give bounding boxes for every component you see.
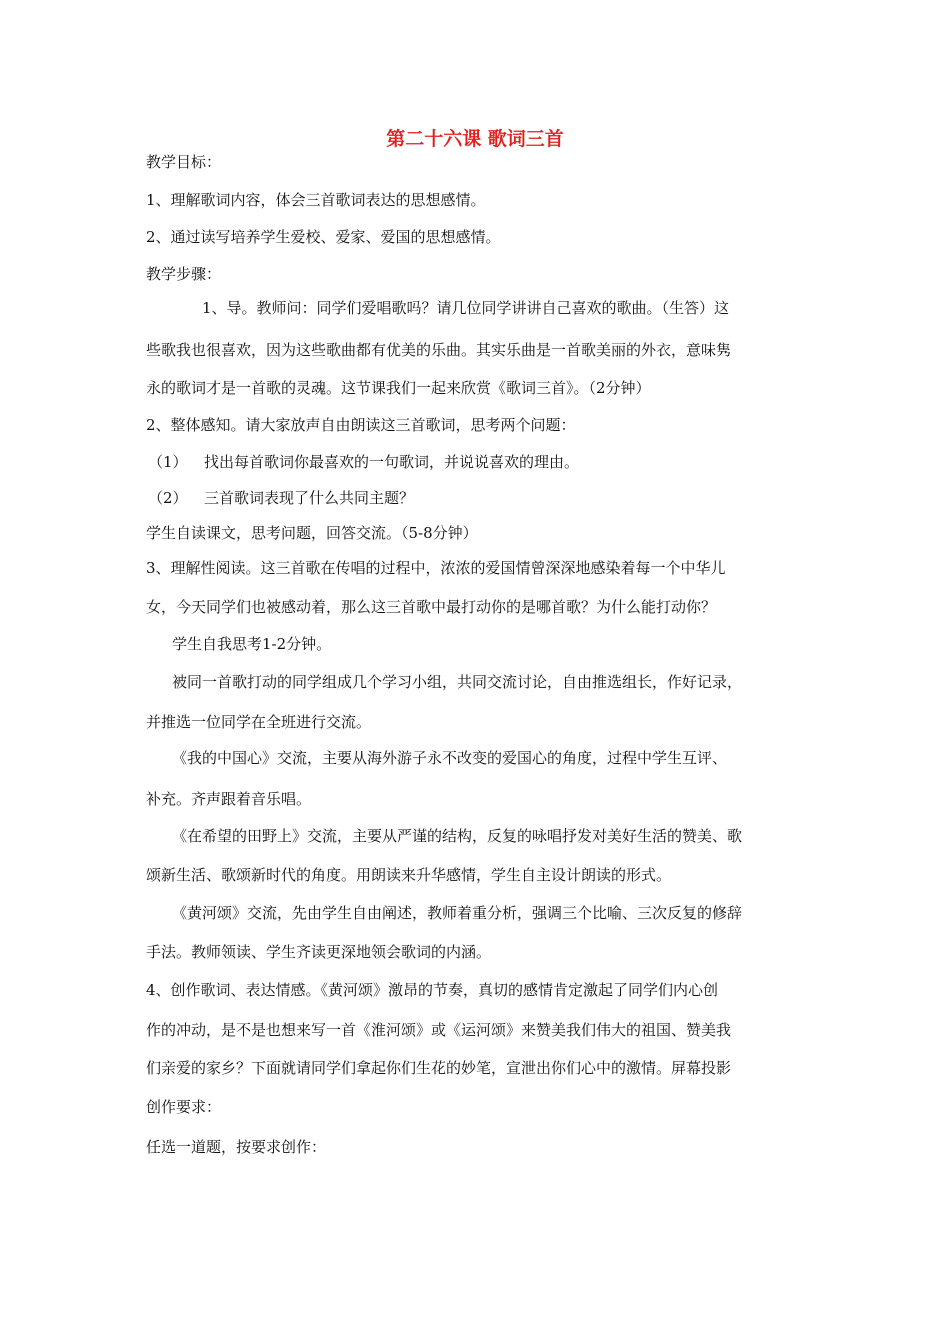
objective-1: 1、理解歌词内容，体会三首歌词表达的思想感情。 [146, 191, 486, 209]
heading-steps: 教学步骤： [146, 265, 222, 283]
paragraph-line: 2、整体感知。请大家放声自由朗读这三首歌词，思考两个问题： [146, 416, 576, 434]
paragraph-line: 学生自我思考1-2分钟。 [172, 635, 332, 653]
paragraph-line: 们亲爱的家乡？下面就请同学们拿起你们生花的妙笔，宣泄出你们心中的激情。屏幕投影 [146, 1059, 732, 1077]
paragraph-line: 1、导。教师问：同学们爱唱歌吗？请几位同学讲讲自己喜欢的歌曲。（生答）这 [202, 299, 730, 317]
paragraph-line: 《黄河颂》交流，先由学生自由阐述，教师着重分析，强调三个比喻、三次反复的修辞 [172, 904, 743, 922]
paragraph-line: 《在希望的田野上》交流，主要从严谨的结构，反复的咏唱抒发对美好生活的赞美、歌 [172, 827, 743, 845]
question-number: （1） [148, 453, 188, 471]
paragraph-line: 任选一道题，按要求创作： [146, 1138, 327, 1156]
objective-2: 2、通过读写培养学生爱校、爱家、爱国的思想感情。 [146, 228, 501, 246]
paragraph-line: 被同一首歌打动的同学组成几个学习小组，共同交流讨论，自由推选组长，作好记录， [172, 673, 743, 691]
paragraph-line: 3、理解性阅读。这三首歌在传唱的过程中，浓浓的爱国情曾深深地感染着每一个中华儿 [146, 559, 726, 577]
paragraph-line: 些歌我也很喜欢，因为这些歌曲都有优美的乐曲。其实乐曲是一首歌美丽的外衣，意味隽 [146, 341, 732, 359]
paragraph-line: 并推选一位同学在全班进行交流。 [146, 713, 372, 731]
paragraph-line: 补充。齐声跟着音乐唱。 [146, 790, 312, 808]
paragraph-line: 手法。教师领读、学生齐读更深地领会歌词的内涵。 [146, 943, 492, 961]
question-text: 找出每首歌词你最喜欢的一句歌词，并说说喜欢的理由。 [204, 453, 580, 471]
paragraph-line: 女，今天同学们也被感动着，那么这三首歌中最打动你的是哪首歌？为什么能打动你？ [146, 598, 717, 616]
paragraph-line: 作的冲动，是不是也想来写一首《淮河颂》或《运河颂》来赞美我们伟大的祖国、赞美我 [146, 1021, 732, 1039]
heading-objectives: 教学目标： [146, 153, 222, 171]
paragraph-line: 颂新生活、歌颂新时代的角度。用朗读来升华感情，学生自主设计朗读的形式。 [146, 866, 672, 884]
document-title: 第二十六课 歌词三首 [386, 128, 564, 150]
paragraph-line: 4、创作歌词、表达情感。《黄河颂》激昂的节奏，真切的感情肯定激起了同学们内心创 [146, 981, 719, 999]
paragraph-line: 学生自读课文，思考问题，回答交流。（5-8分钟） [146, 524, 478, 542]
question-2 [148, 488, 812, 508]
question-number: （2） [148, 489, 188, 507]
question-1 [148, 452, 812, 472]
paragraph-line: 创作要求： [146, 1098, 222, 1116]
question-text: 三首歌词表现了什么共同主题？ [204, 489, 415, 507]
paragraph-line: 《我的中国心》交流，主要从海外游子永不改变的爱国心的角度，过程中学生互评、 [172, 749, 728, 767]
paragraph-line: 永的歌词才是一首歌的灵魂。这节课我们一起来欣赏《歌词三首》。（2分钟） [146, 379, 651, 397]
